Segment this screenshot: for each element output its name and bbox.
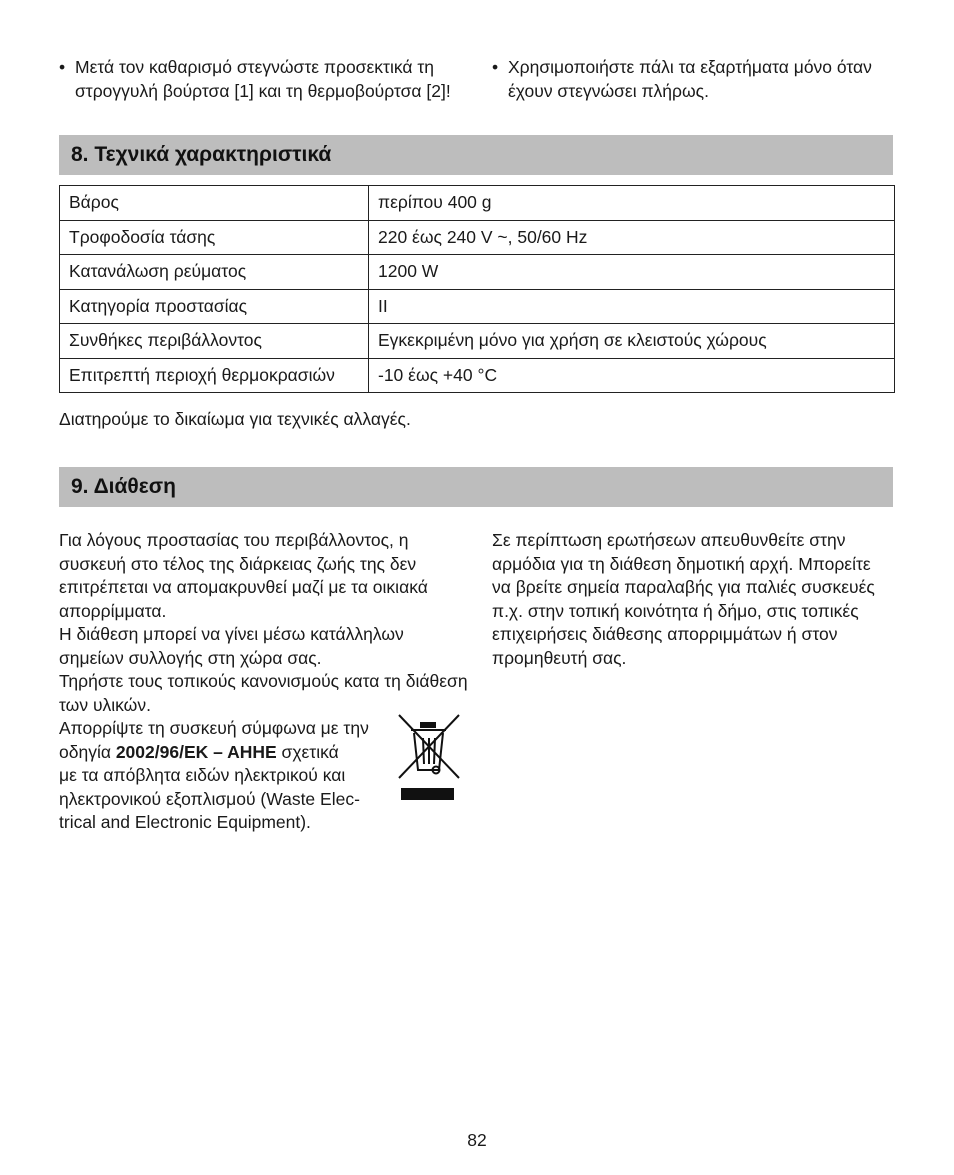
page-number: 82 (467, 1130, 487, 1150)
weee-line: trical and Electronic Equipment). (59, 812, 311, 832)
specs-table (59, 185, 895, 393)
section-8-header (59, 135, 893, 175)
spec-label: Συνθήκες περιβάλλοντος (60, 324, 369, 359)
spec-label: Τροφοδοσία τάσης (60, 220, 369, 255)
disposal-paragraph: Για λόγους προστασίας του περιβάλλοντος, η συσκευή στο τέλος της διάρκειας ζωής της δεν επιτρέπεται να απομακρυνθεί μαζί με τα οικιακά απορρίμματα. (59, 530, 428, 621)
table-row (60, 220, 895, 255)
bullet-icon: • (59, 57, 66, 77)
weee-line (59, 741, 399, 765)
weee-directive: 2002/96/EK – AHHE (115, 741, 277, 762)
spec-value: -10 έως +40 °C (369, 358, 895, 393)
weee-text (59, 717, 399, 835)
spec-value: Εγκεκριμένη μόνο για χρήση σε κλειστούς χώρους (369, 324, 895, 359)
disposal-right-column (492, 529, 878, 670)
table-row (60, 255, 895, 290)
weee-text-part: οδηγία (59, 741, 116, 762)
disposal-paragraph: Σε περίπτωση ερωτήσεων απευθυνθείτε στην αρμόδια για τη διάθεση δημοτική αρχή. Μπορείτε να βρείτε σημεία παραλαβής για παλιές συσκευές π.χ. στην τοπική κοινότητα ή δήμο, στις τοπικές επιχειρήσεις διάθεσης απορριμμάτων ή στον προμηθευτή σας. (492, 530, 875, 668)
spec-label: Κατηγορία προστασίας (60, 289, 369, 324)
weee-line: με τα απόβλητα ειδών ηλεκτρικού και (59, 765, 346, 785)
table-row (60, 358, 895, 393)
bullet-icon: • (492, 57, 499, 77)
section-9-header (59, 467, 893, 507)
weee-text-part: σχετικά (276, 741, 339, 762)
bullet-text: Μετά τον καθαρισμό στεγνώστε προσεκτικά τη στρογγυλή βούρτσα [1] και τη θερμοβούρτσα [2]! (75, 57, 451, 101)
spec-label: Βάρος (60, 186, 369, 221)
technical-changes-note: Διατηρούμε το δικαίωμα για τεχνικές αλλαγές. (59, 409, 411, 429)
cleaning-bullet-right (492, 56, 892, 103)
bullet-text: Χρησιμοποιήστε πάλι τα εξαρτήματα μόνο όταν έχουν στεγνώσει πλήρως. (508, 57, 872, 101)
cleaning-bullet-left (59, 56, 469, 103)
weee-crossed-bin-icon (396, 712, 462, 804)
disposal-paragraph: Η διάθεση μπορεί να γίνει μέσω κατάλληλων σημείων συλλογής στη χώρα σας. (59, 624, 404, 668)
table-row (60, 289, 895, 324)
spec-value: 1200 W (369, 255, 895, 290)
spec-value: II (369, 289, 895, 324)
section-8-title: 8. Τεχνικά χαρακτηριστικά (71, 143, 332, 166)
spec-label: Κατανάλωση ρεύματος (60, 255, 369, 290)
spec-label: Επιτρεπτή περιοχή θερμοκρασιών (60, 358, 369, 393)
weee-line: ηλεκτρονικού εξοπλισμού (Waste Elec- (59, 788, 360, 809)
section-9-title: 9. Διάθεση (71, 475, 176, 498)
table-row (60, 186, 895, 221)
table-row (60, 324, 895, 359)
spec-value: 220 έως 240 V ~, 50/60 Hz (369, 220, 895, 255)
weee-line: Απορρίψτε τη συσκευή σύμφωνα με την (59, 718, 369, 738)
spec-value: περίπου 400 g (369, 186, 895, 221)
disposal-paragraph: Τηρήστε τους τοπικούς κανονισμούς κατα τη διάθεση των υλικών. (59, 671, 468, 715)
